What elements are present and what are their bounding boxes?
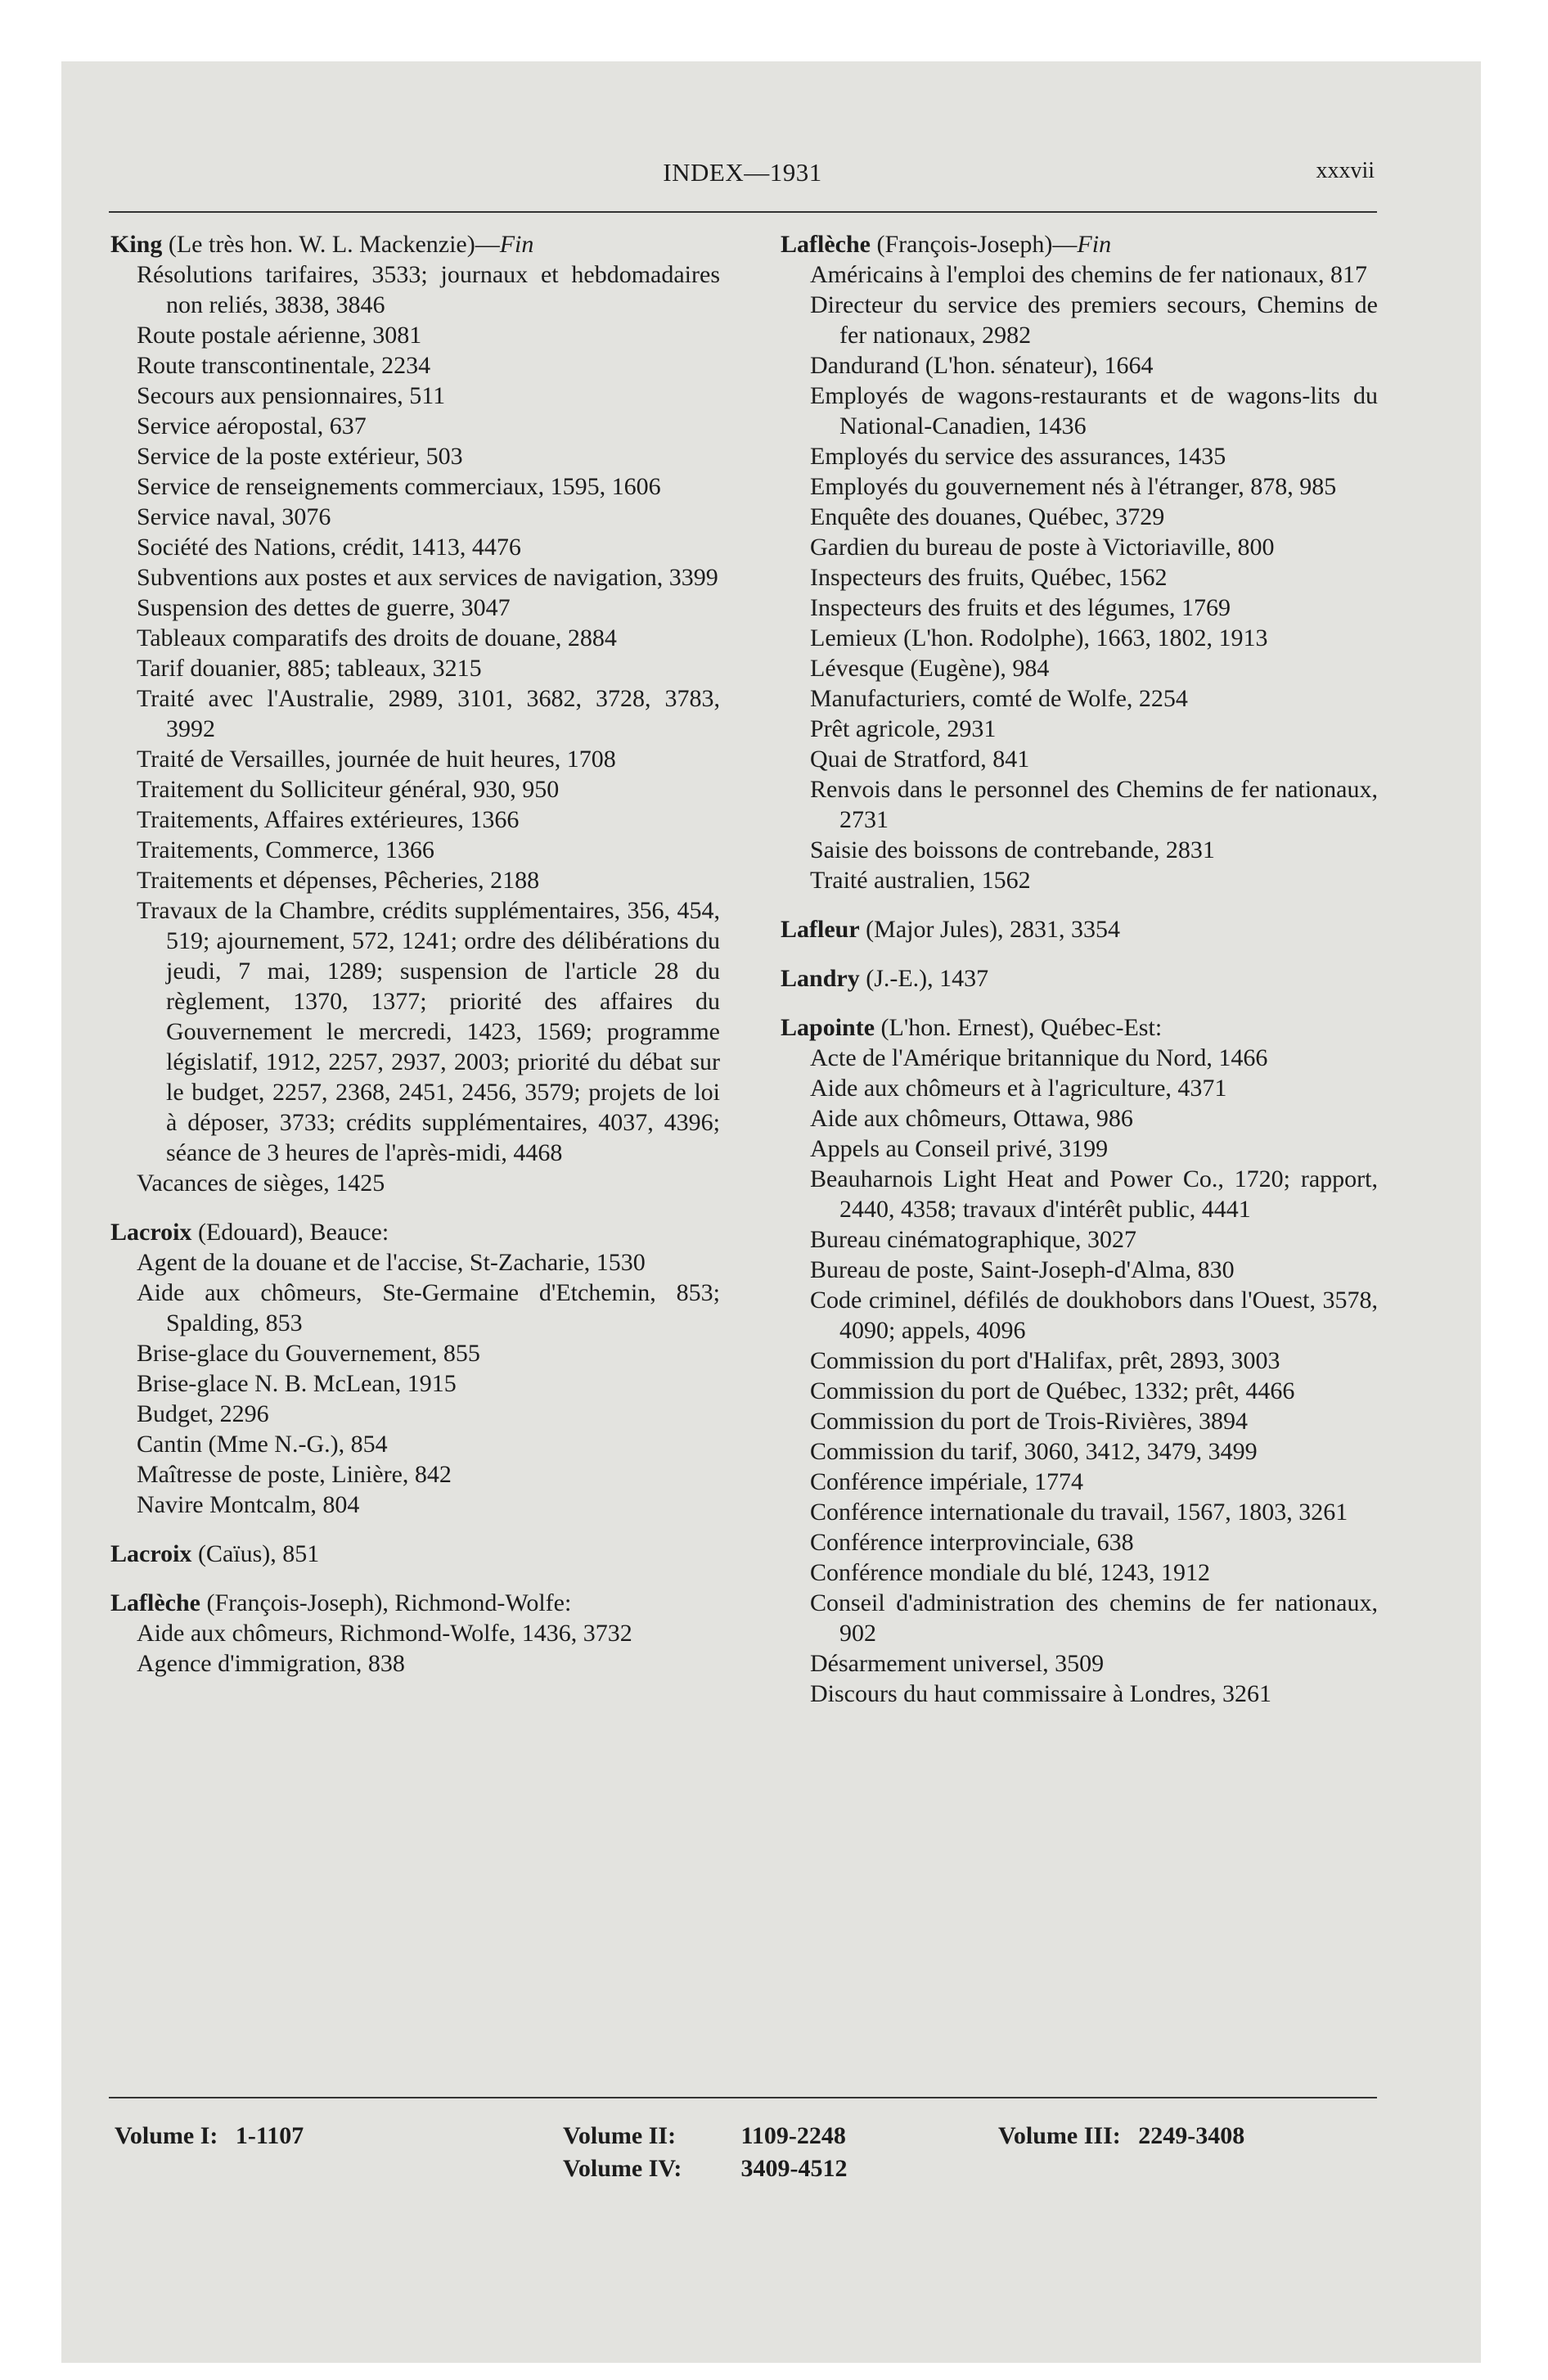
sub-entry: Employés du service des assurances, 1435 <box>810 443 1226 470</box>
sub-entry: Conseil d'administration des chemins de fer nationaux, 902 <box>810 1589 1378 1647</box>
entry-heading <box>110 1588 720 1618</box>
sub-entry: Secours aux pensionnaires, 511 <box>137 382 446 409</box>
header-rule <box>109 211 1377 213</box>
sub-entry: Lemieux (L'hon. Rodolphe), 1663, 1802, 1913 <box>810 624 1268 651</box>
entry-qualifier: (François-Joseph), Richmond-Wolfe: <box>200 1589 572 1616</box>
sub-entry: Tarif douanier, 885; tableaux, 3215 <box>137 655 482 682</box>
index-entry <box>781 914 1378 944</box>
index-entry <box>110 1588 720 1679</box>
sub-entry: Commission du tarif, 3060, 3412, 3479, 3499 <box>810 1438 1258 1465</box>
entry-qualifier: (Le très hon. W. L. Mackenzie)— <box>162 231 500 258</box>
entry-name: Landry <box>781 965 860 992</box>
sub-entry: Maîtresse de poste, Linière, 842 <box>137 1461 452 1488</box>
entry-name: Lapointe <box>781 1014 875 1041</box>
volume-label: Volume III: <box>998 2122 1121 2149</box>
sub-entry: Employés du gouvernement nés à l'étranger, 878, 985 <box>810 473 1337 500</box>
sub-entry: Beauharnois Light Heat and Power Co., 1720; rapport, 2440, 4358; travaux d'intérêt public, 4441 <box>810 1165 1378 1223</box>
sub-entry: Route postale aérienne, 3081 <box>137 322 422 349</box>
entry-heading <box>110 1217 720 1247</box>
sub-entry: Agence d'immigration, 838 <box>137 1650 405 1677</box>
sub-entry: Commission du port d'Halifax, prêt, 2893, 3003 <box>810 1347 1280 1374</box>
sub-entry: Brise-glace N. B. McLean, 1915 <box>137 1370 457 1397</box>
entry-heading <box>110 229 720 259</box>
sub-entry: Cantin (Mme N.-G.), 854 <box>137 1431 388 1458</box>
sub-entry: Traitement du Solliciteur général, 930, 950 <box>137 776 560 803</box>
sub-entry: Appels au Conseil privé, 3199 <box>810 1135 1109 1162</box>
sub-entry: Conférence internationale du travail, 1567, 1803, 3261 <box>810 1499 1348 1526</box>
entry-name: Lafleur <box>781 916 860 943</box>
sub-entry: Résolutions tarifaires, 3533; journaux et hebdomadaires non reliés, 3838, 3846 <box>137 261 720 318</box>
sub-entry: Brise-glace du Gouvernement, 855 <box>137 1340 480 1367</box>
sub-entry: Traitements et dépenses, Pêcheries, 2188 <box>137 867 540 894</box>
sub-entry: Bureau de poste, Saint-Joseph-d'Alma, 830 <box>810 1256 1235 1283</box>
sub-entry: Prêt agricole, 2931 <box>810 715 997 742</box>
sub-entry: Dandurand (L'hon. sénateur), 1664 <box>810 352 1154 379</box>
footer-volume-2-4 <box>563 2120 848 2185</box>
page-header <box>110 158 1375 199</box>
entry-name: Laflèche <box>110 1589 200 1616</box>
sub-entry: Vacances de sièges, 1425 <box>137 1170 385 1197</box>
footer-volume-3 <box>998 2120 1244 2152</box>
sub-entry: Acte de l'Amérique britannique du Nord, 1466 <box>810 1044 1268 1071</box>
sub-entry: Discours du haut commissaire à Londres, 3261 <box>810 1680 1272 1707</box>
sub-entry: Agent de la douane et de l'accise, St-Zacharie, 1530 <box>137 1249 646 1276</box>
sub-entry: Commission du port de Québec, 1332; prêt, 4466 <box>810 1377 1295 1404</box>
sub-entry: Subventions aux postes et aux services de navigation, 3399 <box>137 564 718 591</box>
sub-entry: Service naval, 3076 <box>137 503 331 530</box>
sub-entry: Conférence impériale, 1774 <box>810 1468 1084 1495</box>
entry-qualifier: (Caïus), 851 <box>191 1540 320 1567</box>
entry-heading <box>781 229 1378 259</box>
index-entry <box>110 1539 720 1569</box>
sub-entry: Quai de Stratford, 841 <box>810 746 1030 773</box>
sub-entry: Traité avec l'Australie, 2989, 3101, 3682, 3728, 3783, 3992 <box>137 685 720 742</box>
index-entry <box>781 1012 1378 1709</box>
sub-entry: Aide aux chômeurs, Ste-Germaine d'Etchemin, 853; Spalding, 853 <box>137 1279 720 1336</box>
entry-qualifier: (Edouard), Beauce: <box>191 1219 389 1246</box>
sub-entry: Manufacturiers, comté de Wolfe, 2254 <box>810 685 1188 712</box>
sub-entry: Aide aux chômeurs, Richmond-Wolfe, 1436, 3732 <box>137 1620 632 1647</box>
sub-entry: Aide aux chômeurs et à l'agriculture, 4371 <box>810 1075 1227 1102</box>
volume-range: 1-1107 <box>235 2122 304 2149</box>
volume-range: 2249-3408 <box>1138 2122 1245 2149</box>
volume-label: Volume IV: <box>563 2155 682 2182</box>
sub-entry: Traitements, Affaires extérieures, 1366 <box>137 806 520 833</box>
sub-entry: Traitements, Commerce, 1366 <box>137 836 434 863</box>
entry-name: Lacroix <box>110 1219 192 1246</box>
entry-qualifier: (Major Jules), 2831, 3354 <box>859 916 1120 943</box>
sub-entry: Employés de wagons-restaurants et de wagons-lits du National-Canadien, 1436 <box>810 382 1378 439</box>
sub-entry: Service aéropostal, 637 <box>137 412 367 439</box>
sub-entry: Saisie des boissons de contrebande, 2831 <box>810 836 1215 863</box>
index-entry <box>110 229 720 1198</box>
sub-entry: Inspecteurs des fruits et des légumes, 1769 <box>810 594 1231 621</box>
entry-heading <box>781 1012 1378 1043</box>
volume-label: Volume I: <box>115 2122 218 2149</box>
index-entry <box>781 229 1378 895</box>
index-entry <box>110 1217 720 1520</box>
volume-range: 3409-4512 <box>740 2155 848 2182</box>
entry-continuation: Fin <box>499 231 534 258</box>
sub-entry: Américains à l'emploi des chemins de fer nationaux, 817 <box>810 261 1368 288</box>
entry-heading <box>781 914 1378 944</box>
sub-entry: Suspension des dettes de guerre, 3047 <box>137 594 511 621</box>
sub-entry: Traité australien, 1562 <box>810 867 1031 894</box>
sub-entry: Traité de Versailles, journée de huit heures, 1708 <box>137 746 616 773</box>
sub-entry: Directeur du service des premiers secours, Chemins de fer nationaux, 2982 <box>810 291 1378 349</box>
index-entry <box>781 963 1378 994</box>
sub-entry: Lévesque (Eugène), 984 <box>810 655 1050 682</box>
sub-entry: Inspecteurs des fruits, Québec, 1562 <box>810 564 1168 591</box>
volume-range: 1109-2248 <box>740 2122 846 2149</box>
entry-continuation: Fin <box>1077 231 1112 258</box>
volume-label: Volume II: <box>563 2122 677 2149</box>
entry-heading <box>781 963 1378 994</box>
sub-entry: Route transcontinentale, 2234 <box>137 352 431 379</box>
sub-entry: Bureau cinématographique, 3027 <box>810 1226 1137 1253</box>
entry-qualifier: (J.-E.), 1437 <box>859 965 989 992</box>
page-number: xxxvii <box>1316 158 1375 183</box>
entry-name: King <box>110 231 163 258</box>
sub-entry: Conférence mondiale du blé, 1243, 1912 <box>810 1559 1211 1586</box>
right-column <box>781 214 1378 1709</box>
sub-entry: Gardien du bureau de poste à Victoriaville, 800 <box>810 534 1275 561</box>
entry-name: Laflèche <box>781 231 871 258</box>
sub-entry: Budget, 2296 <box>137 1400 269 1427</box>
entry-qualifier: (L'hon. Ernest), Québec-Est: <box>875 1014 1163 1041</box>
sub-entry: Renvois dans le personnel des Chemins de fer nationaux, 2731 <box>810 776 1378 833</box>
sub-entry: Désarmement universel, 3509 <box>810 1650 1105 1677</box>
sub-entry: Service de renseignements commerciaux, 1595, 1606 <box>137 473 661 500</box>
entry-name: Lacroix <box>110 1540 192 1567</box>
sub-entry: Travaux de la Chambre, crédits supplémentaires, 356, 454, 519; ajournement, 572, 1241; ordre des délibérations du jeudi, 7 mai, 1289; suspension de l'article 28 du règlement, 1370, 1377; priorité des affaires du Gouvernement le mercredi, 1423, 1569; programme législatif, 1912, 2257, 2937, 2003; priorité du débat sur le budget, 2257, 2368, 2451, 2456, 3579; projets de loi à déposer, 3733; crédits supplémentaires, 4037, 4396; séance de 3 heures de l'après-midi, 4468 <box>137 897 720 1166</box>
sub-entry: Conférence interprovinciale, 638 <box>810 1529 1134 1556</box>
left-column <box>110 214 720 1679</box>
sub-entry: Navire Montcalm, 804 <box>137 1491 360 1518</box>
sub-entry: Commission du port de Trois-Rivières, 3894 <box>810 1408 1249 1435</box>
sub-entry: Société des Nations, crédit, 1413, 4476 <box>137 534 521 561</box>
sub-entry: Enquête des douanes, Québec, 3729 <box>810 503 1165 530</box>
sub-entry: Aide aux chômeurs, Ottawa, 986 <box>810 1105 1133 1132</box>
entry-qualifier: (François-Joseph)— <box>870 231 1078 258</box>
footer-rule <box>109 2097 1377 2098</box>
entry-heading <box>110 1539 720 1569</box>
sub-entry: Code criminel, défilés de doukhobors dans l'Ouest, 3578, 4090; appels, 4096 <box>810 1287 1378 1344</box>
page-title: INDEX—1931 <box>663 158 822 187</box>
sub-entry: Tableaux comparatifs des droits de douane, 2884 <box>137 624 617 651</box>
footer-volume-1 <box>115 2120 304 2152</box>
sub-entry: Service de la poste extérieur, 503 <box>137 443 463 470</box>
